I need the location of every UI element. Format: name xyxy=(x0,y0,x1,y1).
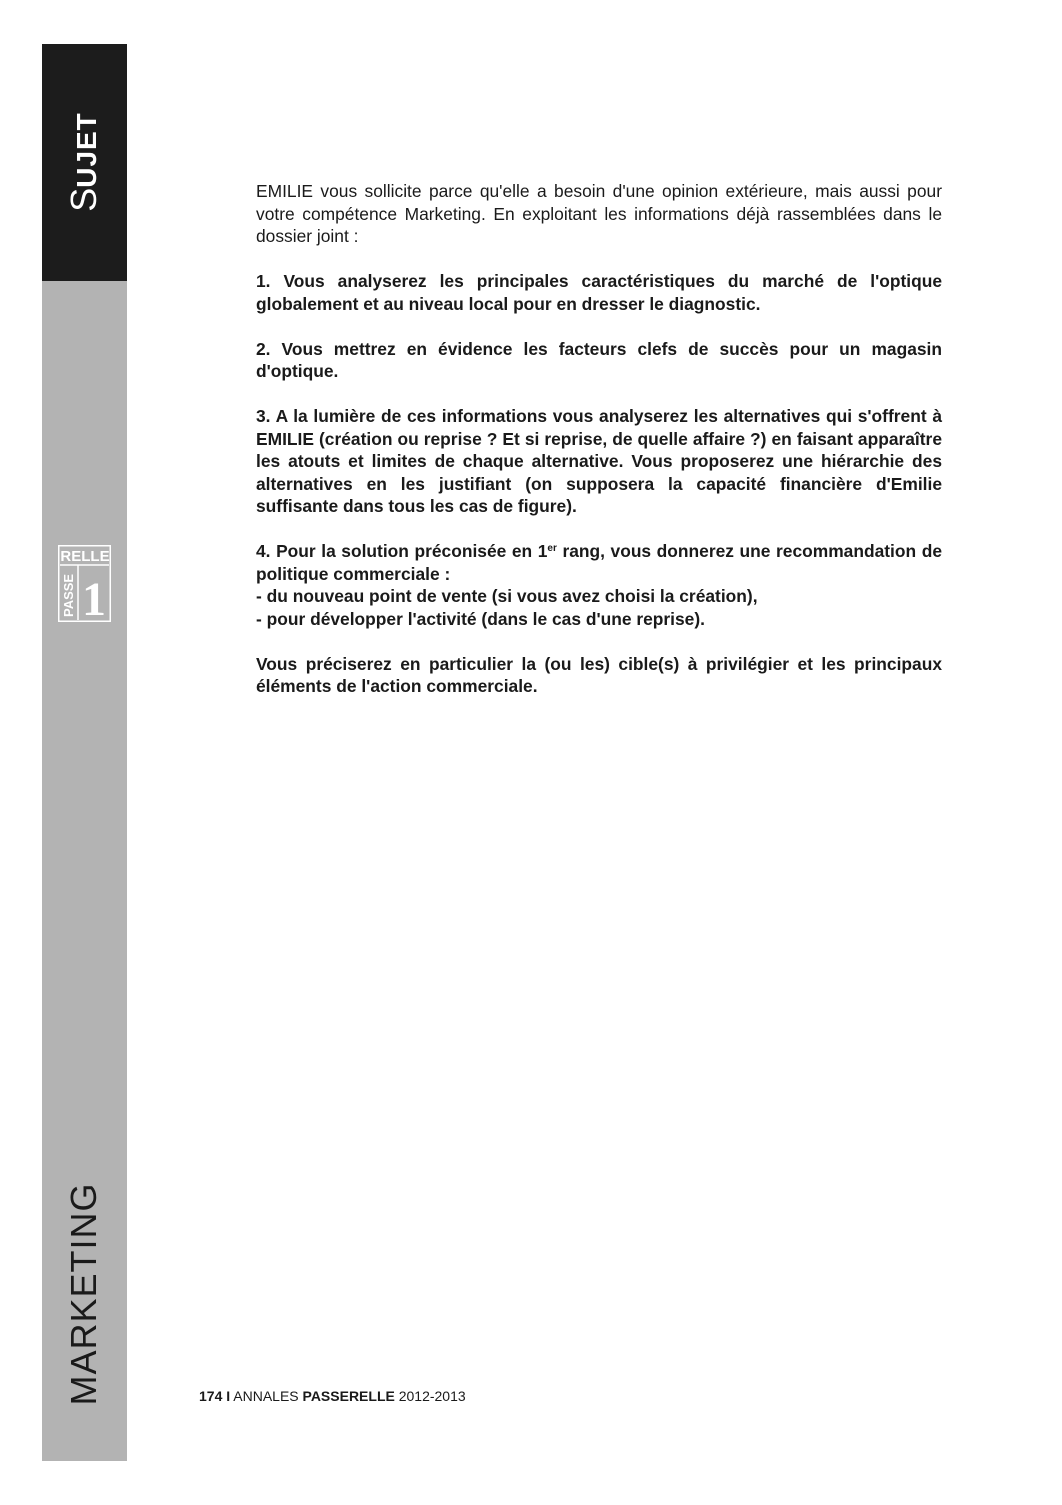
question-3: 3. A la lumière de ces informations vous analyserez les alternatives qui s'offrent à EMILIE (création ou reprise ? Et si reprise, de quelle affaire ?) en faisant apparaître les atouts et limites de chaque alternative. Vous proposerez une hiérarchie des alternatives en les justifiant (on supposera la capacité financière d'Emilie suffisante dans tous les cas de figure). xyxy=(256,406,942,516)
intro-paragraph: EMILIE vous sollicite parce qu'elle a besoin d'une opinion extérieure, mais aussi pour votre compétence Marketing. En exploitant les informations déjà rassemblées dans le dossier joint : xyxy=(256,181,942,246)
sujet-initial: S xyxy=(63,187,104,212)
question-4-superscript: er xyxy=(547,543,557,554)
sujet-rest: UJET xyxy=(71,112,102,188)
question-1: 1. Vous analyserez les principales caractéristiques du marché de l'optique globalement et au niveau local pour en dresser le diagnostic. xyxy=(256,271,942,314)
footer-annales: ANNALES xyxy=(233,1388,299,1404)
footer-passerelle: PASSERELLE xyxy=(302,1388,395,1404)
logo-number: 1 xyxy=(82,573,106,622)
question-4-lead: 4. Pour la solution préconisée en 1 xyxy=(256,541,548,561)
section-label-marketing: MARKETING xyxy=(63,1182,104,1406)
section-label-sujet xyxy=(63,112,104,212)
passerelle-logo xyxy=(58,545,111,622)
logo-passe-text: PASSE xyxy=(61,573,76,617)
footer-years: 2012-2013 xyxy=(398,1388,466,1404)
question-2: 2. Vous mettrez en évidence les facteurs clefs de succès pour un magasin d'optique. xyxy=(256,338,942,381)
page-footer xyxy=(199,1388,466,1404)
page-number: 174 xyxy=(199,1388,223,1404)
question-4-tail: rang, vous donnerez une recommandation de politique commerciale : xyxy=(256,541,942,584)
question-4 xyxy=(256,540,942,630)
subject-text xyxy=(256,180,942,720)
question-4-item-2: - pour développer l'activité (dans le cas d'une reprise). xyxy=(256,608,705,629)
footer-separator: I xyxy=(226,1388,231,1404)
logo-relle-text: RELLE xyxy=(60,548,110,565)
closing-paragraph: Vous préciserez en particulier la (ou les) cible(s) à privilégier et les principaux éléments de l'action commerciale. xyxy=(256,653,942,696)
question-4-item-1: - du nouveau point de vente (si vous avez choisi la création), xyxy=(256,586,758,606)
